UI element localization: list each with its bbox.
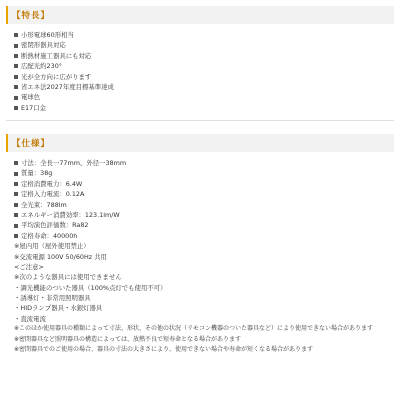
bullet-icon bbox=[14, 203, 18, 207]
bullet-icon bbox=[14, 224, 18, 228]
list-item: 寸法：全長一77mm、外径一38mm bbox=[14, 158, 394, 168]
bullet-icon bbox=[14, 161, 18, 165]
features-list bbox=[14, 30, 394, 113]
note-line: ※次のような器具には使用できません bbox=[14, 273, 122, 282]
list-item: 全光束：788lm bbox=[14, 200, 394, 210]
bullet-icon bbox=[14, 85, 18, 89]
note-line: ・誘導灯・非常用照明器具 bbox=[14, 294, 91, 303]
bullet-icon bbox=[14, 44, 18, 48]
bullet-icon bbox=[14, 192, 18, 196]
list-item: 光が全方向に広がります bbox=[14, 72, 394, 82]
list-item: 定格入力電流：0.12A bbox=[14, 189, 394, 199]
divider bbox=[6, 120, 394, 121]
note-line: ・調光機能のついた器具（100%点灯でも使用不可） bbox=[14, 283, 167, 292]
list-item: 電球色 bbox=[14, 92, 394, 102]
bullet-icon bbox=[14, 172, 18, 176]
list-item: 広配光約230° bbox=[14, 61, 394, 71]
list-item: エネルギー消費効率：123.1lm/W bbox=[14, 210, 394, 220]
bullet-icon bbox=[14, 75, 18, 79]
bullet-icon bbox=[14, 213, 18, 217]
bullet-icon bbox=[14, 106, 18, 110]
note-line: ※交流電源 100V 50/60Hz 共用 bbox=[14, 252, 107, 261]
specs-title: 【仕様】 bbox=[12, 139, 51, 149]
list-item: 質量：38g bbox=[14, 168, 394, 178]
list-item: 断熱材施工器具にも対応 bbox=[14, 51, 394, 61]
bullet-icon bbox=[14, 54, 18, 58]
bullet-icon bbox=[14, 64, 18, 68]
bullet-icon bbox=[14, 96, 18, 100]
specs-header bbox=[6, 134, 394, 152]
list-item: 平均演色評価数：Ra82 bbox=[14, 220, 394, 230]
list-item: 密閉形器具対応 bbox=[14, 40, 394, 50]
bullet-icon bbox=[14, 33, 18, 37]
features-header bbox=[6, 6, 394, 24]
features-title: 【特長】 bbox=[12, 11, 51, 21]
list-item: 定格消費電力：6.4W bbox=[14, 179, 394, 189]
list-item: 小形電球60形相当 bbox=[14, 30, 394, 40]
specs-list bbox=[14, 158, 394, 355]
list-item: 省エネ法2027年度目標基準達成 bbox=[14, 82, 394, 92]
note-line: ※このほか使用器具の種類によって寸法、形状、その他の状況（リモコン機器のついた器具など）により使用できない場合があります bbox=[14, 325, 374, 333]
note-line: ※密閉器具でのご使用の場合、器具の寸法の大きさにより、使用できない場合や寿命が短くなる場合があります bbox=[14, 346, 314, 354]
list-item: E17口金 bbox=[14, 103, 394, 113]
caution-heading: <ご注意> bbox=[14, 262, 44, 271]
list-item: 定格寿命：40000h bbox=[14, 231, 394, 241]
bullet-icon bbox=[14, 234, 18, 238]
note-line: ※密閉器具など照明器具の構造によっては、放熱不良で短寿命となる場合があります bbox=[14, 335, 242, 343]
note-line: ・HIDランプ器具・水銀灯器具 bbox=[14, 304, 103, 313]
bullet-icon bbox=[14, 182, 18, 186]
note-line: ※屋内用（屋外使用禁止） bbox=[14, 242, 90, 251]
note-line: ・直流電流 bbox=[14, 314, 46, 323]
